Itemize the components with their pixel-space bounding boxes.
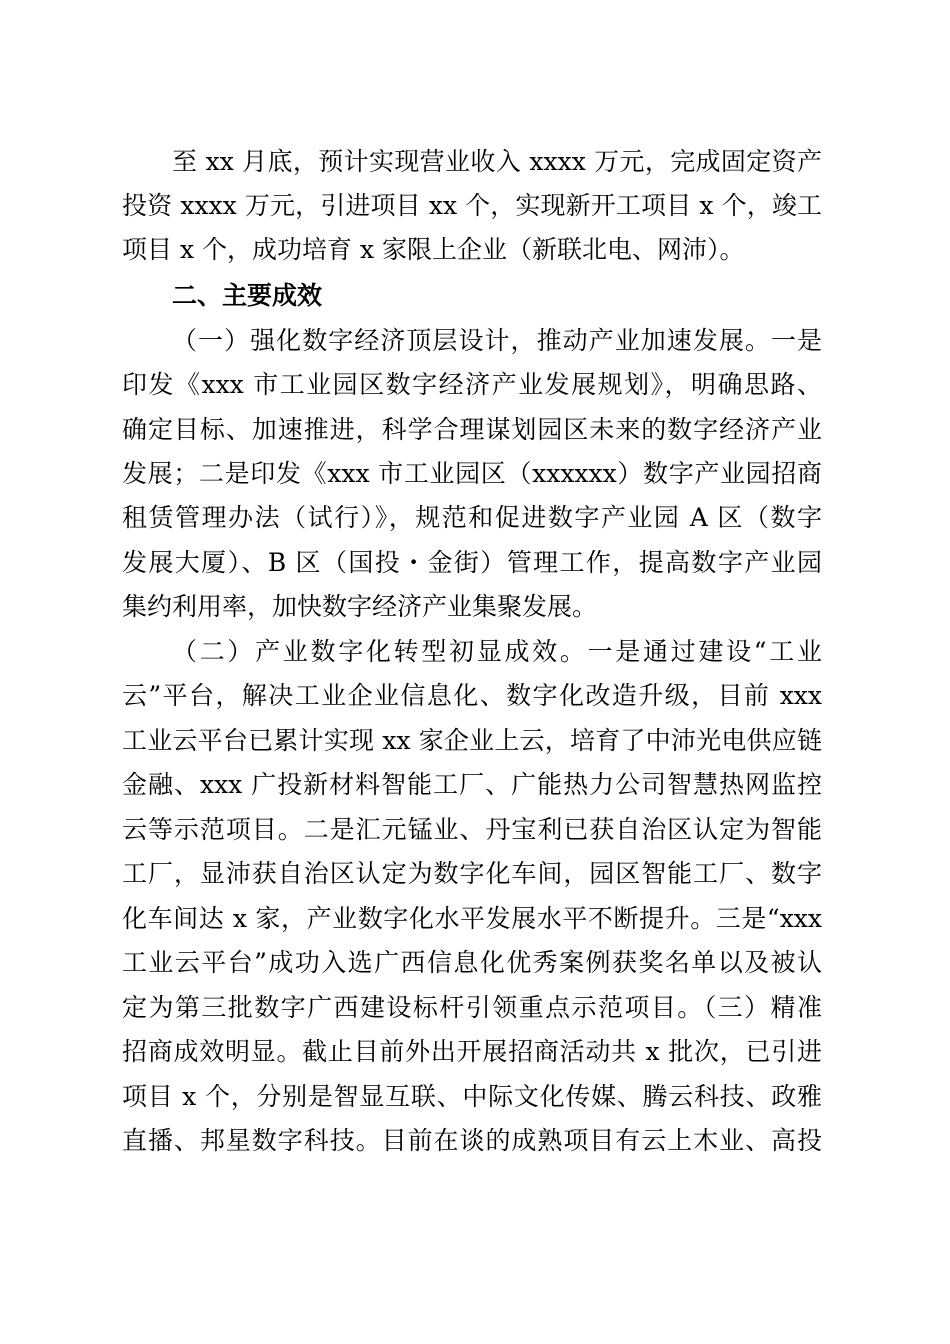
paragraph-line: 至 xx 月底，预计实现营业收入 xxxx 万元，完成固定资产 <box>172 147 822 176</box>
paragraph-line: 定为第三批数字广西建设标杆引领重点示范项目。（三）精准 <box>122 993 822 1022</box>
paragraph-line: 直播、邦星数字科技。目前在谈的成熟项目有云上木业、高投 <box>122 1126 822 1155</box>
paragraph-line: （一）强化数字经济顶层设计，推动产业加速发展。一是 <box>172 326 822 355</box>
paragraph-line: 金融、xxx 广投新材料智能工厂、广能热力公司智慧热网监控 <box>122 770 822 799</box>
paragraph-line: 发展；二是印发《xxx 市工业园区（xxxxxx）数字产业园招商 <box>122 459 822 488</box>
paragraph-line: 项目 x 个，分别是智显互联、中际文化传媒、腾云科技、政雅 <box>122 1082 822 1111</box>
paragraph-line: 工业云平台”成功入选广西信息化优秀案例获奖名单以及被认 <box>122 948 822 977</box>
paragraph-line: 确定目标、加速推进，科学合理谋划园区未来的数字经济产业 <box>122 415 822 444</box>
paragraph-line: （二）产业数字化转型初显成效。一是通过建设“工业 <box>172 637 822 666</box>
paragraph-line: 投资 xxxx 万元，引进项目 xx 个，实现新开工项目 x 个，竣工 <box>122 191 822 220</box>
paragraph-line: 工厂，显沛获自治区认定为数字化车间，园区智能工厂、数字 <box>122 859 822 888</box>
paragraph-line: 化车间达 x 家，产业数字化水平发展水平不断提升。三是“xxx <box>122 904 822 933</box>
paragraph-line: 工业云平台已累计实现 xx 家企业上云，培育了中沛光电供应链 <box>122 726 822 755</box>
paragraph-line: 云等示范项目。二是汇元锰业、丹宝利已获自治区认定为智能 <box>122 815 822 844</box>
paragraph-line: 项目 x 个，成功培育 x 家限上企业（新联北电、网沛）。 <box>122 235 745 264</box>
section-heading: 二、主要成效 <box>172 281 323 310</box>
paragraph-line: 集约利用率，加快数字经济产业集聚发展。 <box>122 592 598 621</box>
paragraph-line: 云”平台，解决工业企业信息化、数字化改造升级，目前 xxx <box>122 681 822 710</box>
paragraph-line: 印发《xxx 市工业园区数字经济产业发展规划》，明确思路、 <box>122 370 822 399</box>
paragraph-line: 发展大厦）、B 区（国投・金街）管理工作，提高数字产业园 <box>122 548 822 577</box>
paragraph-line: 招商成效明显。截止目前外出开展招商活动共 x 批次，已引进 <box>122 1037 822 1066</box>
paragraph-line: 租赁管理办法（试行）》，规范和促进数字产业园 A 区（数字 <box>122 503 822 532</box>
